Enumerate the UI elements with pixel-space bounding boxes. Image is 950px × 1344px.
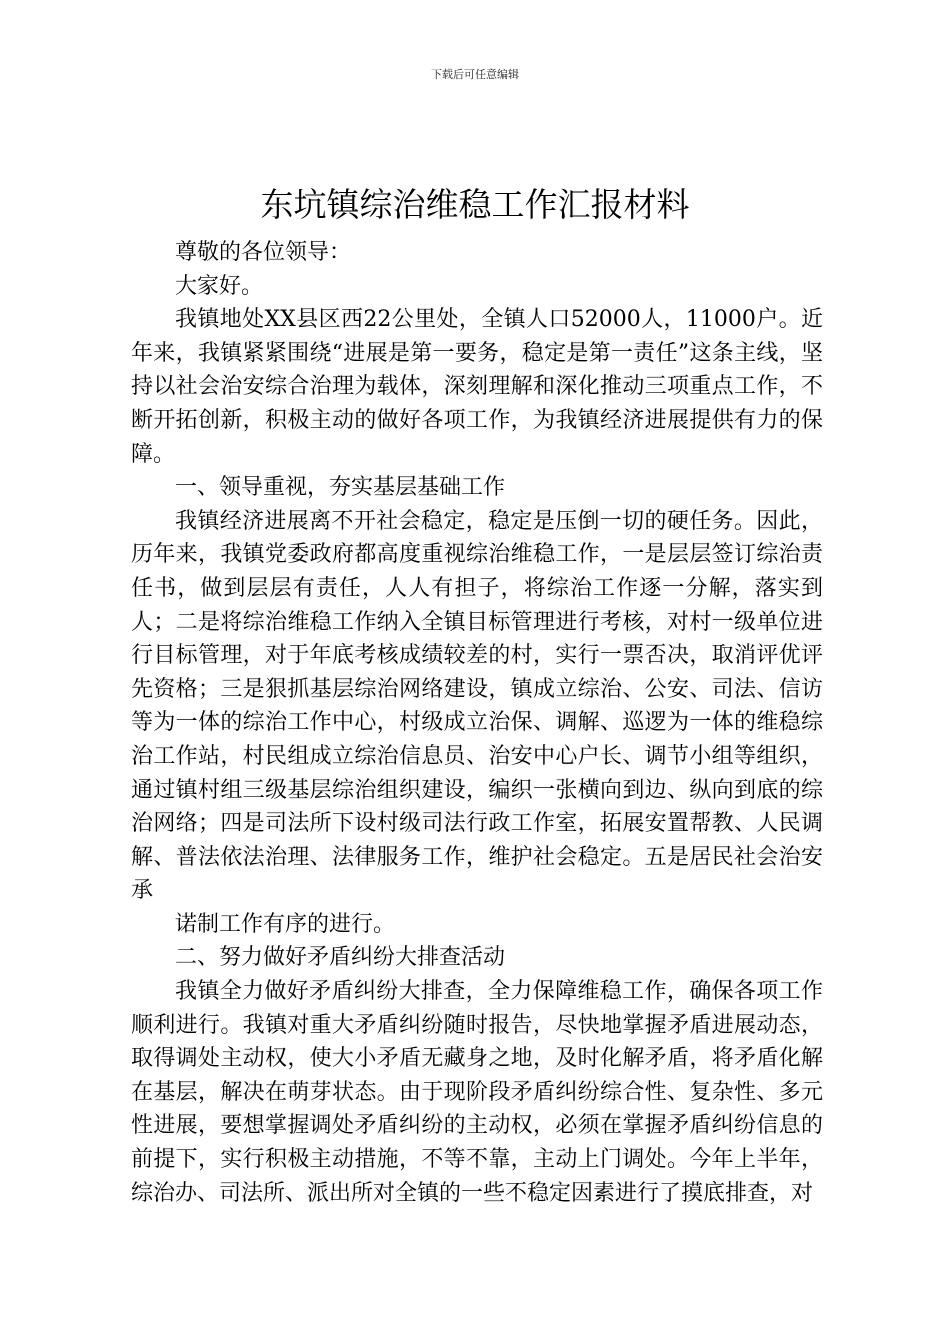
document-body xyxy=(131,236,823,1210)
paragraph-greeting: 大家好。 xyxy=(175,273,264,299)
document-title: 东坑镇综治维稳工作汇报材料 xyxy=(260,185,690,224)
paragraph-section-2: 我镇全力做好矛盾纠纷大排查，全力保障维稳工作，确保各项工作顺利进行。我镇对重大矛盾纠纷随时报告，尽快地掌握矛盾进展动态，取得调处主动权，使大小矛盾无藏身之地，及时化解矛盾，将矛盾化解在基层，解决在萌芽状态。由于现阶段矛盾纠纷综合性、复杂性、多元性进展，要想掌握调处矛盾纠纷的主动权，必须在掌握矛盾纠纷信息的前提下，实行积极主动措施，不等不靠，主动上门调处。今年上半年，综治办、司法所、派出所对全镇的一些不稳定因素进行了摸底排查，对 xyxy=(131,979,823,1206)
paragraph-continuation: 诺制工作有序的进行。 xyxy=(175,911,396,937)
paragraph-salutation: 尊敬的各位领导： xyxy=(175,240,352,265)
header-note: 下载后可任意编辑 xyxy=(431,68,519,81)
paragraph-intro: 我镇地处XX县区西22公里处，全镇人口52000人，11000户。近年来，我镇紧紧围绕“进展是第一要务，稳定是第一责任”这条主线，坚持以社会治安综合治理为载体，深刻理解和深化推动三项重点工作，不断开拓创新，积极主动的做好各项工作，为我镇经济进展提供有力的保障。 xyxy=(131,307,823,467)
section-heading-1: 一、领导重视，夯实基层基础工作 xyxy=(175,475,506,501)
section-heading-2: 二、努力做好矛盾纠纷大排查活动 xyxy=(175,945,506,971)
paragraph-section-1: 我镇经济进展离不开社会稳定，稳定是压倒一切的硬任务。因此，历年来，我镇党委政府都高度重视综治维稳工作，一是层层签订综治责任书，做到层层有责任，人人有担子，将综治工作逐一分解，落实到人；二是将综治维稳工作纳入全镇目标管理进行考核，对村一级单位进行目标管理，对于年底考核成绩较差的村，实行一票否决，取消评优评先资格；三是狠抓基层综治网络建设，镇成立综治、公安、司法、信访等为一体的综治工作中心，村级成立治保、调解、巡逻为一体的维稳综治工作站，村民组成立综治信息员、治安中心户长、调节小组等组织，通过镇村组三级基层综治组织建设，编织一张横向到边、纵向到底的综治网络；四是司法所下设村级司法行政工作室，拓展安置帮教、人民调解、普法依法治理、法律服务工作，维护社会稳定。五是居民社会治安承 xyxy=(131,508,823,904)
